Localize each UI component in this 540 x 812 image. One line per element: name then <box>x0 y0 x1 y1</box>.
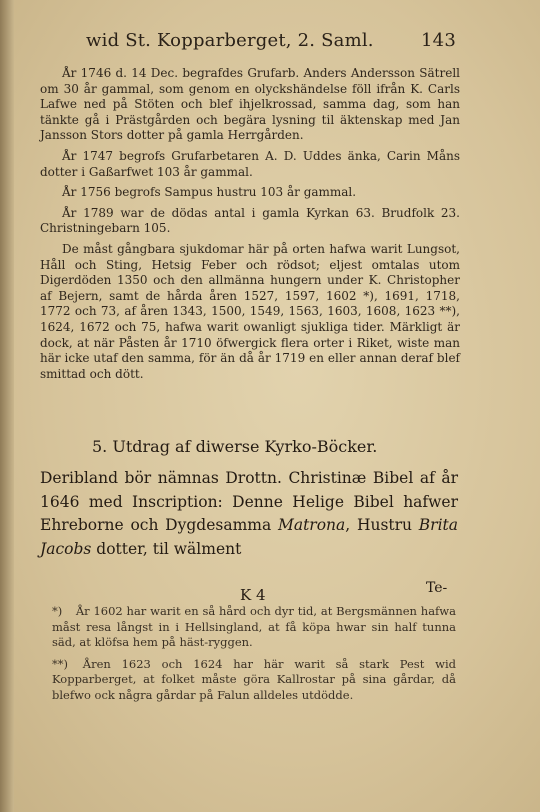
section-text <box>40 467 458 561</box>
section-text-italic-1: Matrona <box>277 516 346 534</box>
section-text-italic-2: Brita Jacobs <box>40 516 459 558</box>
footnote-1 <box>52 604 456 651</box>
footnote-2-mark: **) <box>52 656 68 671</box>
paragraph-1746: År 1746 d. 14 Dec. begrafdes Grufarb. Anders Andersson Sätrell om 30 år gammal, som genom en olyckshändelse föll ifrån K. Carls Lafwe ned på Stöten och blef ihjelkrossad, samma dag, som han tänkte gå i Prästgården och begära lysning til äktenskap med Jan Jansson Stors dotter på gamla Herrgården. <box>40 66 460 143</box>
running-head <box>86 30 456 56</box>
main-text <box>40 66 460 387</box>
paragraph-1747: År 1747 begrofs Grufarbetaren A. D. Uddes änka, Carin Måns dotter i Gaßarfwet 103 år gammal. <box>40 148 460 179</box>
paragraph-diseases: De måst gångbara sjukdomar här på orten hafwa warit Lungsot, Håll och Sting, Hetsig Feber och rödsot; eljest omtalas utom Digerdöden 1350 och den allmänna hungern under K. Christopher af Bejern, samt de hårda åren 1527, 1597, 1602 *), 1691, 1718, 1772 och 73, af åren 1343, 1500, 1549, 1563, 1603, 1608, 1623 **), 1624, 1672 och 75, hafwa warit owanligt sjukliga tider. Märkligt är dock, at när Påsten år 1710 öfwergick flera orter i Riket, wiste man här icke utaf den samma, för än då år 1719 en eller annan deraf blef smittad och dött. <box>40 241 460 381</box>
footnote-1-mark: *) <box>52 604 63 618</box>
section-text-part-1: Deribland bör nämnas Drottn. Christinæ Bibel af år 1646 med Inscription: Denne Helige Bibel hafwer Ehreborne och Dygdesamma <box>40 469 458 534</box>
section-heading: 5. Utdrag af diwerse Kyrko-Böcker. <box>92 437 378 456</box>
page-number: 143 <box>421 30 456 51</box>
catchword: Te- <box>426 580 448 596</box>
running-title: wid St. Kopparberget, 2. Saml. <box>86 30 374 51</box>
page-gutter <box>0 0 14 812</box>
section-text-part-3: dotter, til wälment <box>91 539 242 558</box>
paragraph-1789: År 1789 war de dödas antal i gamla Kyrkan 63. Brudfolk 23. Christningebarn 105. <box>40 205 460 236</box>
section-text-part-2: , Hustru <box>345 516 419 534</box>
signature-mark: K 4 <box>240 586 266 604</box>
paragraph-1756: År 1756 begrofs Sampus hustru 103 år gammal. <box>62 185 357 200</box>
footnote-2 <box>52 657 456 704</box>
footnote-1-text: År 1602 har warit en så hård och dyr tid, at Bergsmännen hafwa måst resa långst in i Hellsingland, at få köpa hwar sin half tunna säd, at klöfsa hem på häst-ryggen. <box>52 604 457 650</box>
footnotes <box>52 604 456 710</box>
footnote-2-text: Åren 1623 och 1624 har här warit så stark Pest wid Kopparberget, at folket måste göra Kallrostar på sina gårdar, då blefwo ock några gårdar på Falun alldeles utdödde. <box>52 656 457 702</box>
